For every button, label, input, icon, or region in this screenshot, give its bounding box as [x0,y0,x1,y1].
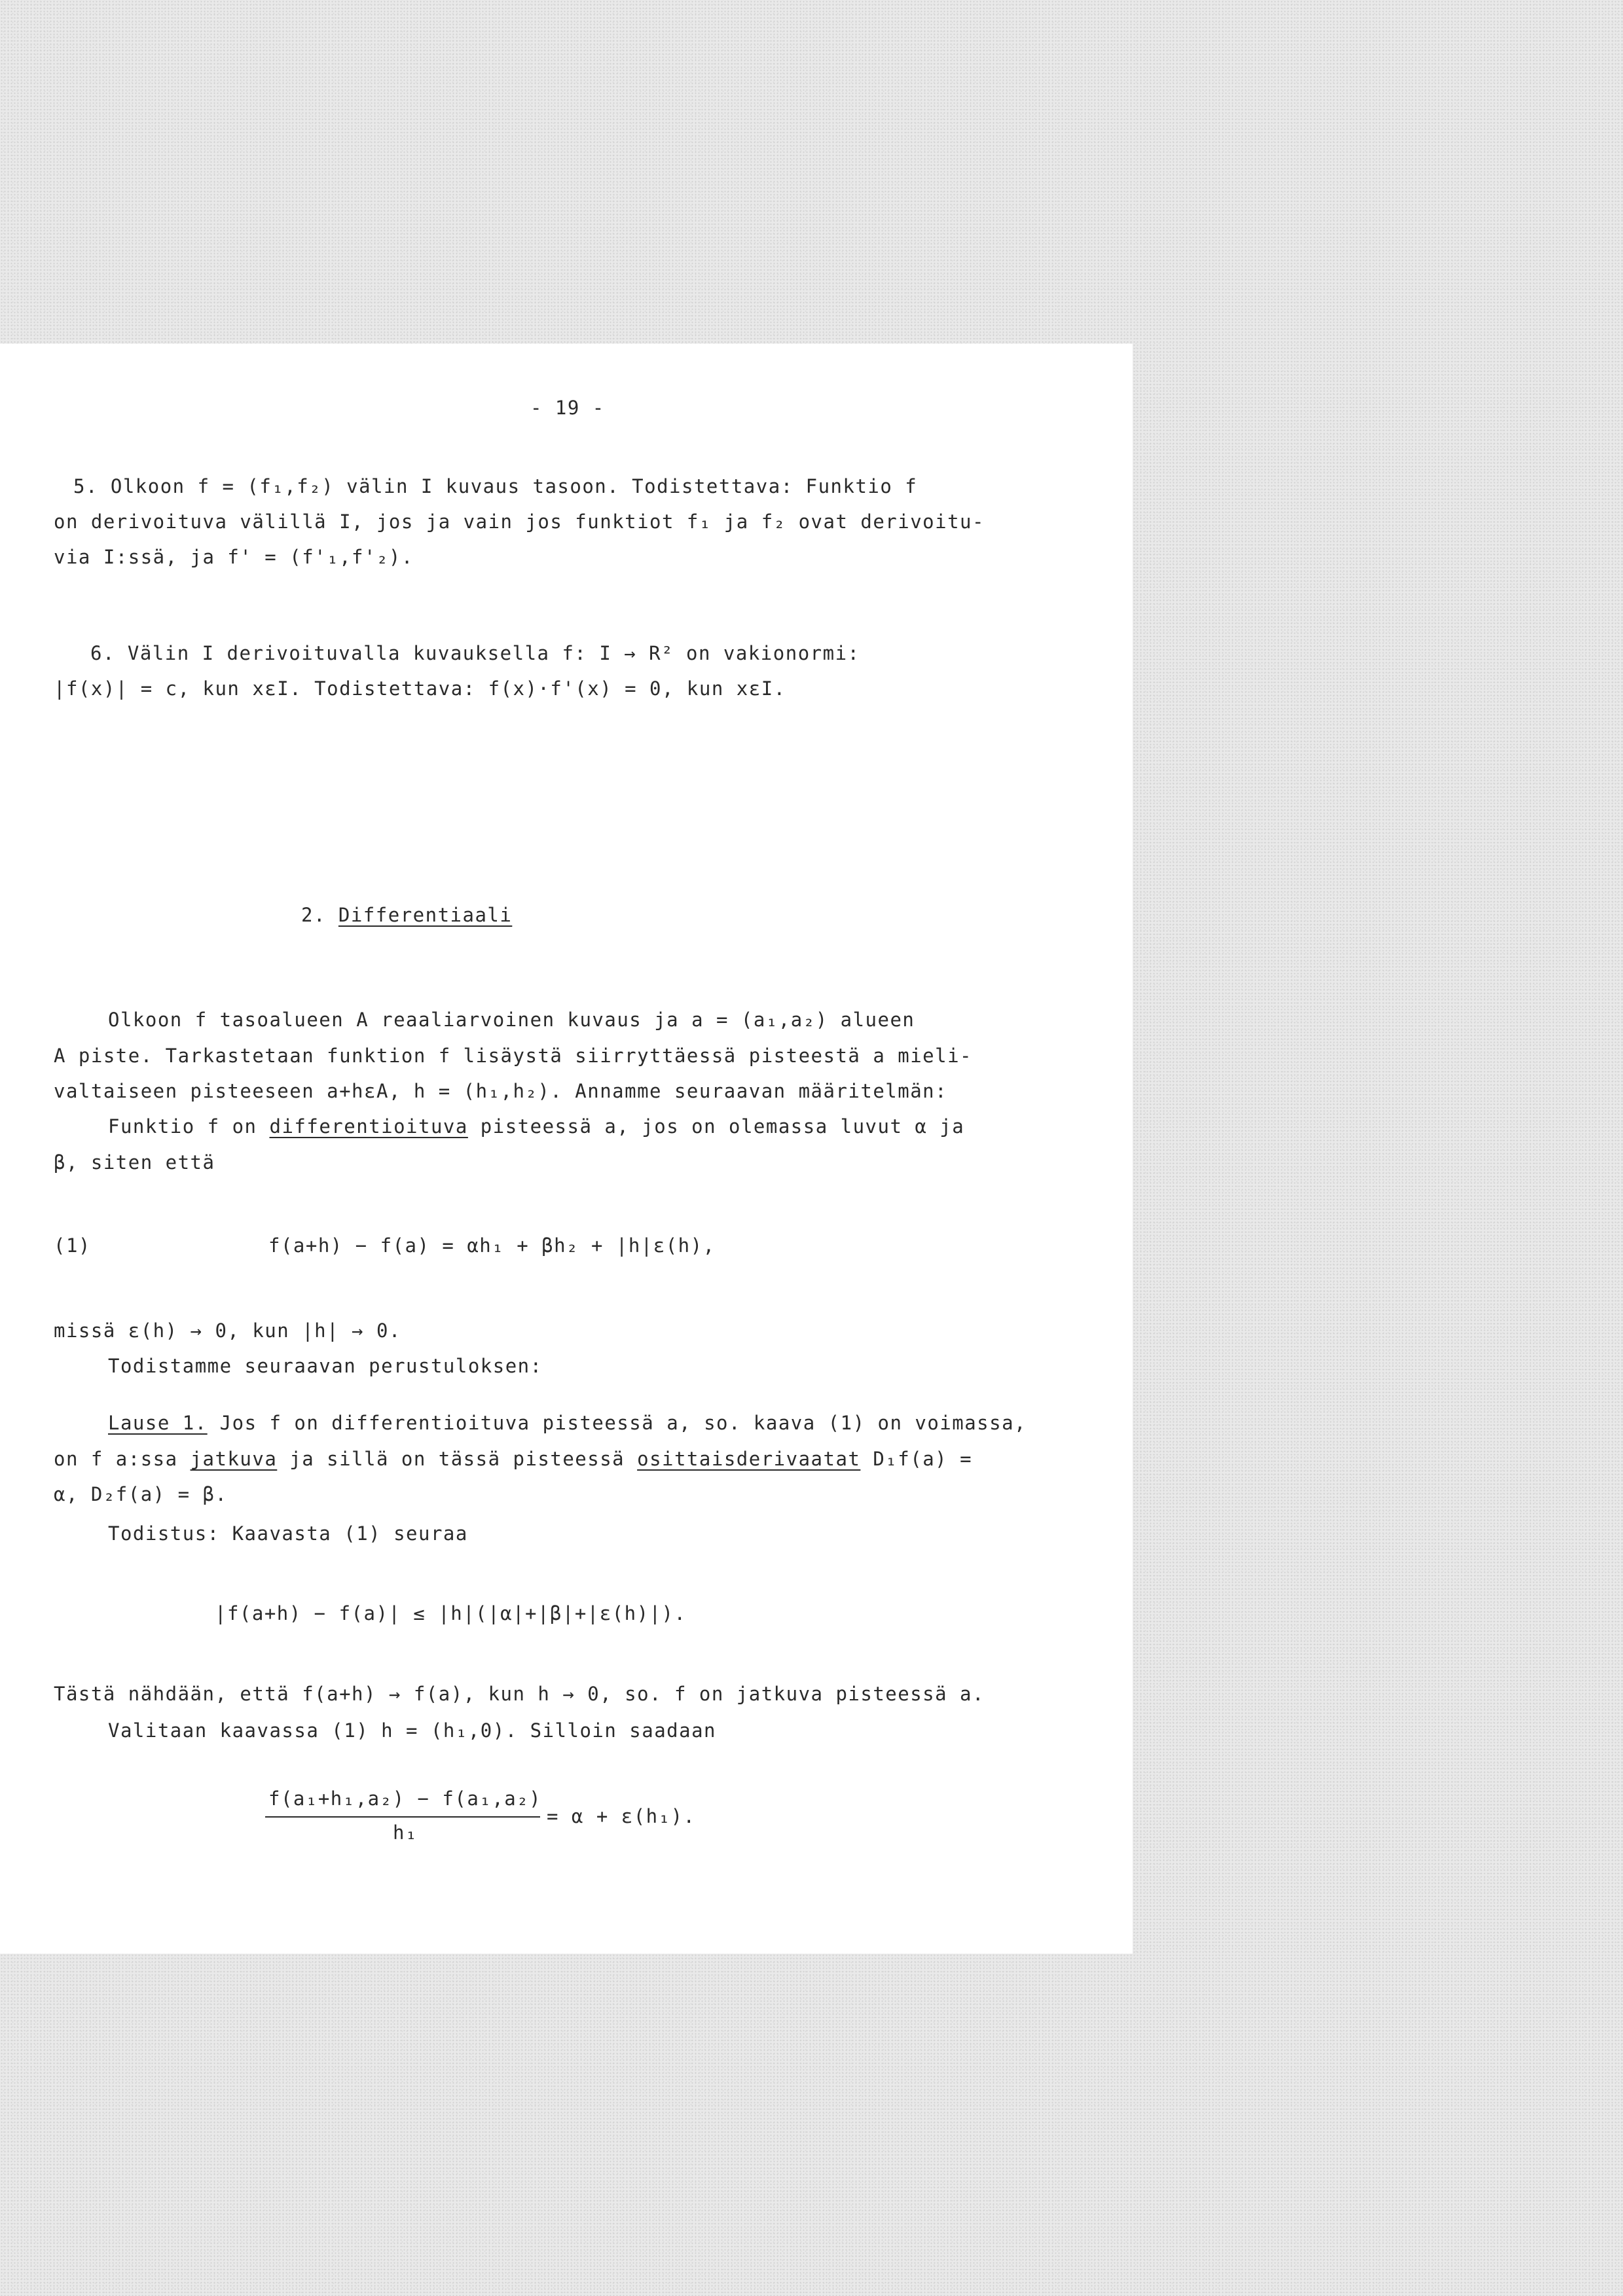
exercise-6-line-2: |f(x)| = c, kun xεI. Todistettava: f(x)·f'(x) = 0, kun xεI. [54,677,786,700]
theorem-label: Lause 1. [108,1412,208,1434]
document-page [0,344,1133,1954]
proof-line-3: Valitaan kaavassa (1) h = (h₁,0). Silloin saadaan [108,1719,717,1742]
proof-line-1: Todistus: Kaavasta (1) seuraa [108,1522,468,1545]
exercise-6-line-1: 6. Välin I derivoituvalla kuvauksella f: I → R² on vakionormi: [90,642,860,664]
section-number: 2. [301,904,326,926]
theorem-line-3: α, D₂f(a) = β. [54,1483,228,1505]
proves-line: Todistamme seuraavan perustuloksen: [108,1355,543,1377]
exercise-5-line-2: on derivoituva välillä I, jos ja vain jos funktiot f₁ ja f₂ ovat derivoitu- [54,511,985,533]
equation-1: f(a+h) − f(a) = αh₁ + βh₂ + |h|ε(h), [268,1234,716,1257]
scan-bottom-band [0,1954,1623,2296]
definition-term: differentioituva [269,1115,468,1138]
where-line: missä ε(h) → 0, kun |h| → 0. [54,1319,401,1342]
paragraph-1-line-3: valtaiseen pisteeseen a+hεA, h = (h₁,h₂). Annamme seuraavan määritelmän: [54,1080,948,1102]
section-title: Differentiaali [338,904,513,926]
page-number: - 19 - [530,397,605,419]
paragraph-1-line-1: Olkoon f tasoalueen A reaaliarvoinen kuvaus ja a = (a₁,a₂) alueen [108,1009,915,1031]
proof-inequality: |f(a+h) − f(a)| ≤ |h|(|α|+|β|+|ε(h)|). [215,1602,687,1624]
final-equation-fraction-bar [265,1816,540,1818]
section-heading [301,903,512,927]
theorem-text: Jos f on differentioituva pisteessä a, so. kaava (1) on voimassa, [207,1412,1027,1434]
scan-right-band [1133,0,1623,2296]
final-equation-denominator: h₁ [393,1821,418,1844]
final-equation-numerator: f(a₁+h₁,a₂) − f(a₁,a₂) [268,1787,542,1810]
final-equation-rhs: = α + ε(h₁). [547,1805,696,1827]
definition-pre: Funktio f on [108,1115,270,1138]
theorem-line-2-post: D₁f(a) = [860,1448,973,1470]
equation-1-label: (1) [54,1234,91,1257]
definition-line-2: β, siten että [54,1151,215,1174]
theorem-line-2 [54,1447,972,1471]
theorem-line-1 [108,1411,1027,1435]
definition-post: pisteessä a, jos on olemassa luvut α ja [467,1115,965,1138]
theorem-line-2-pre: on f a:ssa [54,1448,191,1470]
theorem-term-continuous: jatkuva [190,1448,278,1470]
exercise-5-line-3: via I:ssä, ja f' = (f'₁,f'₂). [54,546,414,568]
exercise-5-line-1: 5. Olkoon f = (f₁,f₂) välin I kuvaus tasoon. Todistettava: Funktio f [73,475,918,497]
theorem-line-2-mid: ja sillä on tässä pisteessä [277,1448,638,1470]
proof-line-2: Tästä nähdään, että f(a+h) → f(a), kun h → 0, so. f on jatkuva pisteessä a. [54,1683,985,1705]
paragraph-1-line-2: A piste. Tarkastetaan funktion f lisäystä siirryttäessä pisteestä a mieli- [54,1045,973,1067]
definition-line-1 [108,1115,964,1138]
theorem-term-partials: osittaisderivaatat [637,1448,861,1470]
